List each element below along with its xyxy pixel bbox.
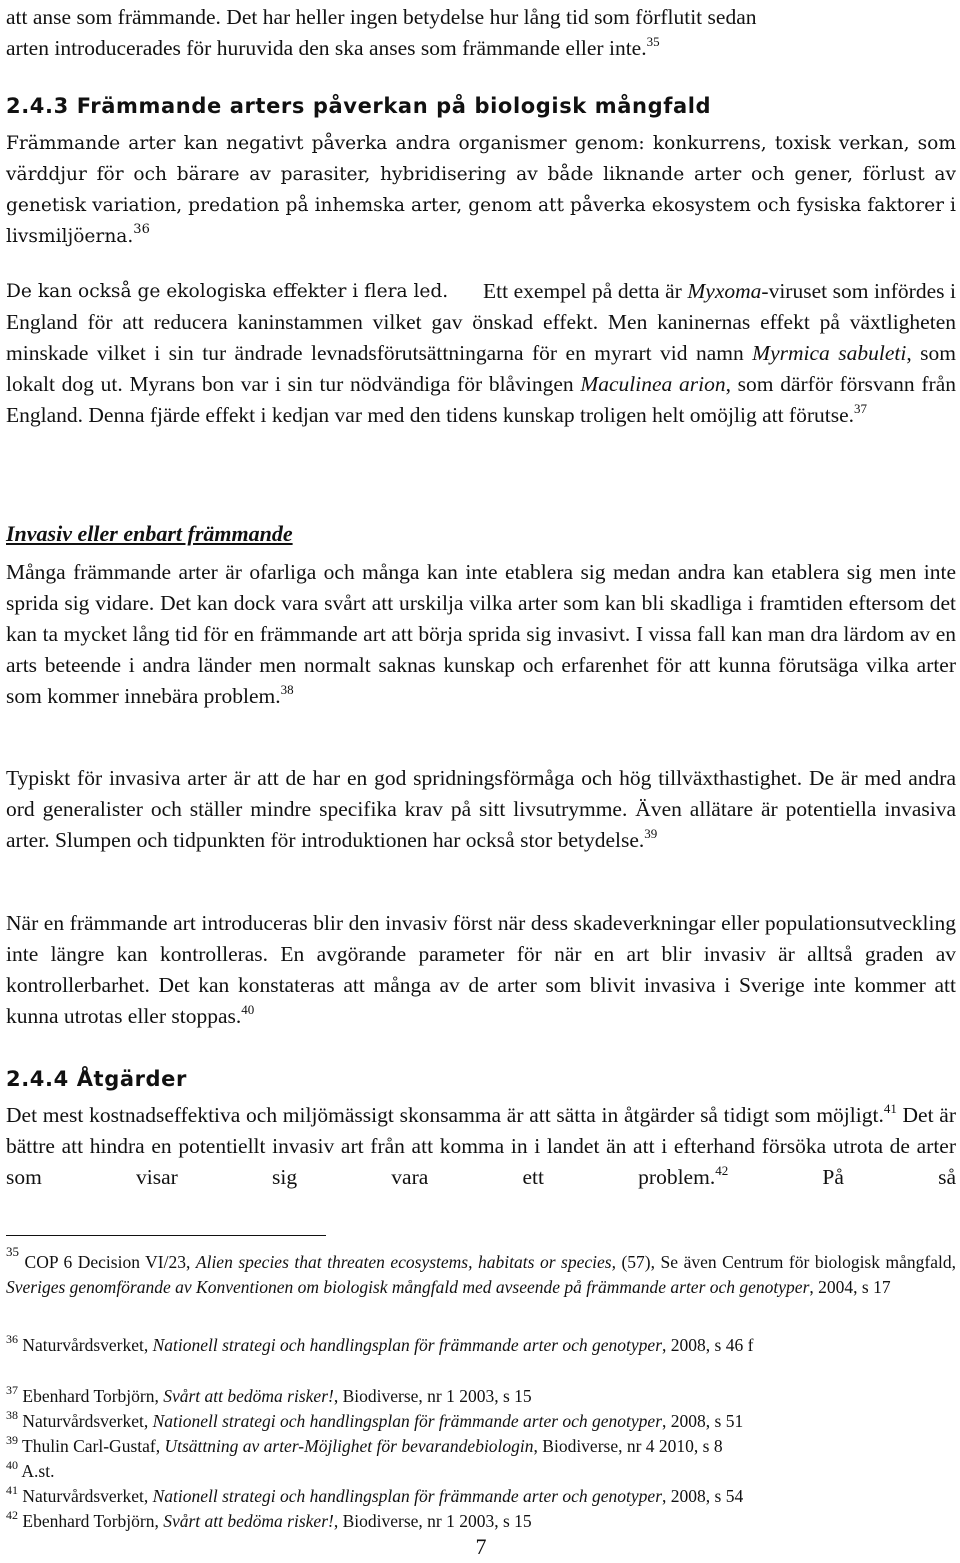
footnote-text: Naturvårdsverket, bbox=[18, 1335, 153, 1355]
footnote-number: 41 bbox=[6, 1483, 18, 1497]
footnote-39 bbox=[6, 1434, 956, 1459]
footnote-text: A.st. bbox=[18, 1461, 55, 1481]
footnote-text: Naturvårdsverket, bbox=[18, 1486, 153, 1506]
invasiv-paragraph-1 bbox=[6, 557, 956, 712]
paragraph-text: Det är bättre att hindra en potentiellt invasiv art från att komma in i landet än att i efterhand försöka utrota de arter som visar sig vara ett problem. bbox=[6, 1103, 956, 1189]
footnote-ref-39[interactable]: 39 bbox=[644, 826, 658, 841]
footnote-title: Alien species that threaten ecosystems, habitats or species, bbox=[195, 1252, 616, 1272]
section-243-heading-block bbox=[6, 92, 956, 120]
section-heading: 2.4.4 Åtgärder bbox=[6, 1067, 187, 1091]
footnote-42 bbox=[6, 1509, 956, 1534]
footnote-36 bbox=[6, 1333, 956, 1358]
footnote-title: Svårt att bedöma risker! bbox=[163, 1511, 334, 1531]
footnote-title: Utsättning av arter-Möjlighet för bevarandebiologin bbox=[164, 1436, 534, 1456]
species-name: Myxoma bbox=[687, 279, 762, 303]
subsection-heading: Invasiv eller enbart främmande bbox=[6, 521, 293, 546]
footnote-text: COP 6 Decision VI/23, bbox=[19, 1252, 196, 1272]
footnote-number: 35 bbox=[6, 1244, 19, 1259]
paragraph-text: -viruset som infördes i England för att reducera kaninstammen vilket gav önskad effekt. Men kaninernas effekt på växtligheten minskade vilket i sin tur ändrade levnadsförutsättningarna för en myrart vid namn bbox=[6, 279, 956, 365]
footnote-text: Thulin Carl-Gustaf, bbox=[18, 1436, 165, 1456]
footnote-ref-42[interactable]: 42 bbox=[715, 1163, 729, 1178]
footnote-title: Svårt att bedöma risker! bbox=[163, 1386, 334, 1406]
footnote-ref-40[interactable]: 40 bbox=[241, 1002, 255, 1017]
paragraph-text: Typiskt för invasiva arter är att de har en god spridningsförmåga och hög tillväxthastighet. De är med andra ord generalister och ställer mindre specifika krav på sitt livsutrymme. Även allätare är potentiella invasiva arter. Slumpen och tidpunkten för introduktionen har också stor betydelse. bbox=[6, 766, 956, 852]
paragraph-text: På så bbox=[728, 1165, 956, 1189]
paragraph-text: , som därför försvann från England. Denna fjärde effekt i kedjan var med den tidens kunskap troligen helt omöjlig att förutse. bbox=[6, 372, 956, 427]
footnote-number: 40 bbox=[6, 1458, 18, 1472]
footnote-text: , 2004, s 17 bbox=[809, 1276, 891, 1297]
footnote-number: 37 bbox=[6, 1383, 18, 1397]
footnote-text: , 2008, s 51 bbox=[662, 1411, 744, 1431]
paragraph-text: Främmande arter kan negativt påverka andra organismer genom: konkurrens, toxisk verkan, som värddjur för och bärare av parasiter, hybridisering av både liknande arter och gener, förlust av genetisk variation, predation på inhemska arter, genom att påverka ekosystem och fysiska faktorer i livsmiljöerna. bbox=[6, 133, 956, 247]
footnote-number: 39 bbox=[6, 1433, 18, 1447]
footnote-ref-41[interactable]: 41 bbox=[883, 1101, 897, 1116]
page-number: 7 bbox=[475, 1534, 487, 1559]
footnote-41 bbox=[6, 1484, 956, 1509]
footnote-text: (57), Se även Centrum för biologisk mångfald, bbox=[615, 1252, 956, 1272]
paragraph-text: De kan också ge ekologiska effekter i flera led. bbox=[6, 281, 449, 302]
footnote-text: , 2008, s 54 bbox=[662, 1486, 744, 1506]
footnote-text: Naturvårdsverket, bbox=[18, 1411, 153, 1431]
footnote-text: Ebenhard Torbjörn, bbox=[18, 1386, 164, 1406]
footnote-title: Nationell strategi och handlingsplan för främmande arter och genotyper bbox=[152, 1411, 663, 1431]
footnote-title: Nationell strategi och handlingsplan för främmande arter och genotyper bbox=[152, 1486, 663, 1506]
footnote-38 bbox=[6, 1409, 956, 1434]
invasiv-paragraph-2 bbox=[6, 763, 956, 856]
section-244-heading-block bbox=[6, 1065, 956, 1093]
footnote-text: , Biodiverse, nr 1 2003, s 15 bbox=[333, 1386, 532, 1406]
footnote-ref-37[interactable]: 37 bbox=[854, 401, 868, 416]
footnote-number: 36 bbox=[6, 1332, 18, 1346]
footnote-number: 38 bbox=[6, 1408, 18, 1422]
intro-line-2: arten introducerades för huruvida den ska anses som främmande eller inte. bbox=[6, 36, 647, 60]
section-243-paragraph-3 bbox=[6, 276, 956, 431]
footnote-ref-36[interactable]: 36 bbox=[133, 222, 150, 237]
footnote-ref-38[interactable]: 38 bbox=[280, 682, 294, 697]
intro-line-1: att anse som främmande. Det har heller ingen betydelse hur lång tid som förflutit sedan bbox=[6, 5, 757, 29]
footnote-text: , Biodiverse, nr 1 2003, s 15 bbox=[333, 1511, 532, 1531]
footnote-40 bbox=[6, 1459, 956, 1484]
section-heading: 2.4.3 Främmande arters påverkan på biologisk mångfald bbox=[6, 94, 712, 118]
footnote-text: , 2008, s 46 f bbox=[662, 1335, 754, 1355]
intro-paragraph bbox=[6, 2, 956, 64]
section-244-paragraph-1 bbox=[6, 1100, 956, 1193]
section-243-paragraph-1 bbox=[6, 128, 956, 252]
footnote-text: , Biodiverse, nr 4 2010, s 8 bbox=[533, 1436, 723, 1456]
footnote-ref-35[interactable]: 35 bbox=[646, 34, 660, 49]
paragraph-text: Ett exempel på detta är bbox=[483, 279, 688, 303]
footnote-text: Ebenhard Torbjörn, bbox=[18, 1511, 164, 1531]
invasiv-heading-block bbox=[6, 519, 956, 549]
footnote-title: Sveriges genomförande av Konventionen om biologisk mångfald med avseende på främmande arter och genotyper bbox=[6, 1276, 810, 1297]
species-name: Maculinea arion bbox=[580, 372, 726, 396]
footnote-separator bbox=[6, 1235, 326, 1236]
footnote-title: Nationell strategi och handlingsplan för främmande arter och genotyper bbox=[152, 1335, 663, 1355]
paragraph-text: , som lokalt dog ut. Myrans bon var i sin tur nödvändiga för blåvingen bbox=[6, 341, 956, 396]
paragraph-text: När en främmande art introduceras blir den invasiv först när dess skadeverkningar eller populationsutveckling inte längre kan kontrolleras. En avgörande parameter för när en art blir invasiv är alltså graden av kontrollerbarhet. Det kan konstateras att många av de arter som blivit invasiva i Sverige inte kommer att kunna utrotas eller stoppas. bbox=[6, 911, 956, 1028]
paragraph-text: Många främmande arter är ofarliga och många kan inte etablera sig medan andra kan etablera sig men inte sprida sig vidare. Det kan dock vara svårt att urskilja vilka arter som kan bli skadliga i framtiden eftersom det kan ta mycket lång tid för en främmande art att börja sprida sig invasivt. I vissa fall kan man dra lärdom av en arts beteende i andra länder men normalt saknas kunskap och erfarenhet för att kunna förutsäga vilka arter som kommer innebära problem. bbox=[6, 560, 956, 708]
footnote-number: 42 bbox=[6, 1508, 18, 1522]
species-name: Myrmica sabuleti bbox=[752, 341, 907, 365]
invasiv-paragraph-3 bbox=[6, 908, 956, 1032]
paragraph-text: Det mest kostnadseffektiva och miljömässigt skonsamma är att sätta in åtgärder så tidigt som möjligt. bbox=[6, 1103, 884, 1127]
footnote-35 bbox=[6, 1244, 956, 1299]
footnote-37 bbox=[6, 1384, 956, 1409]
